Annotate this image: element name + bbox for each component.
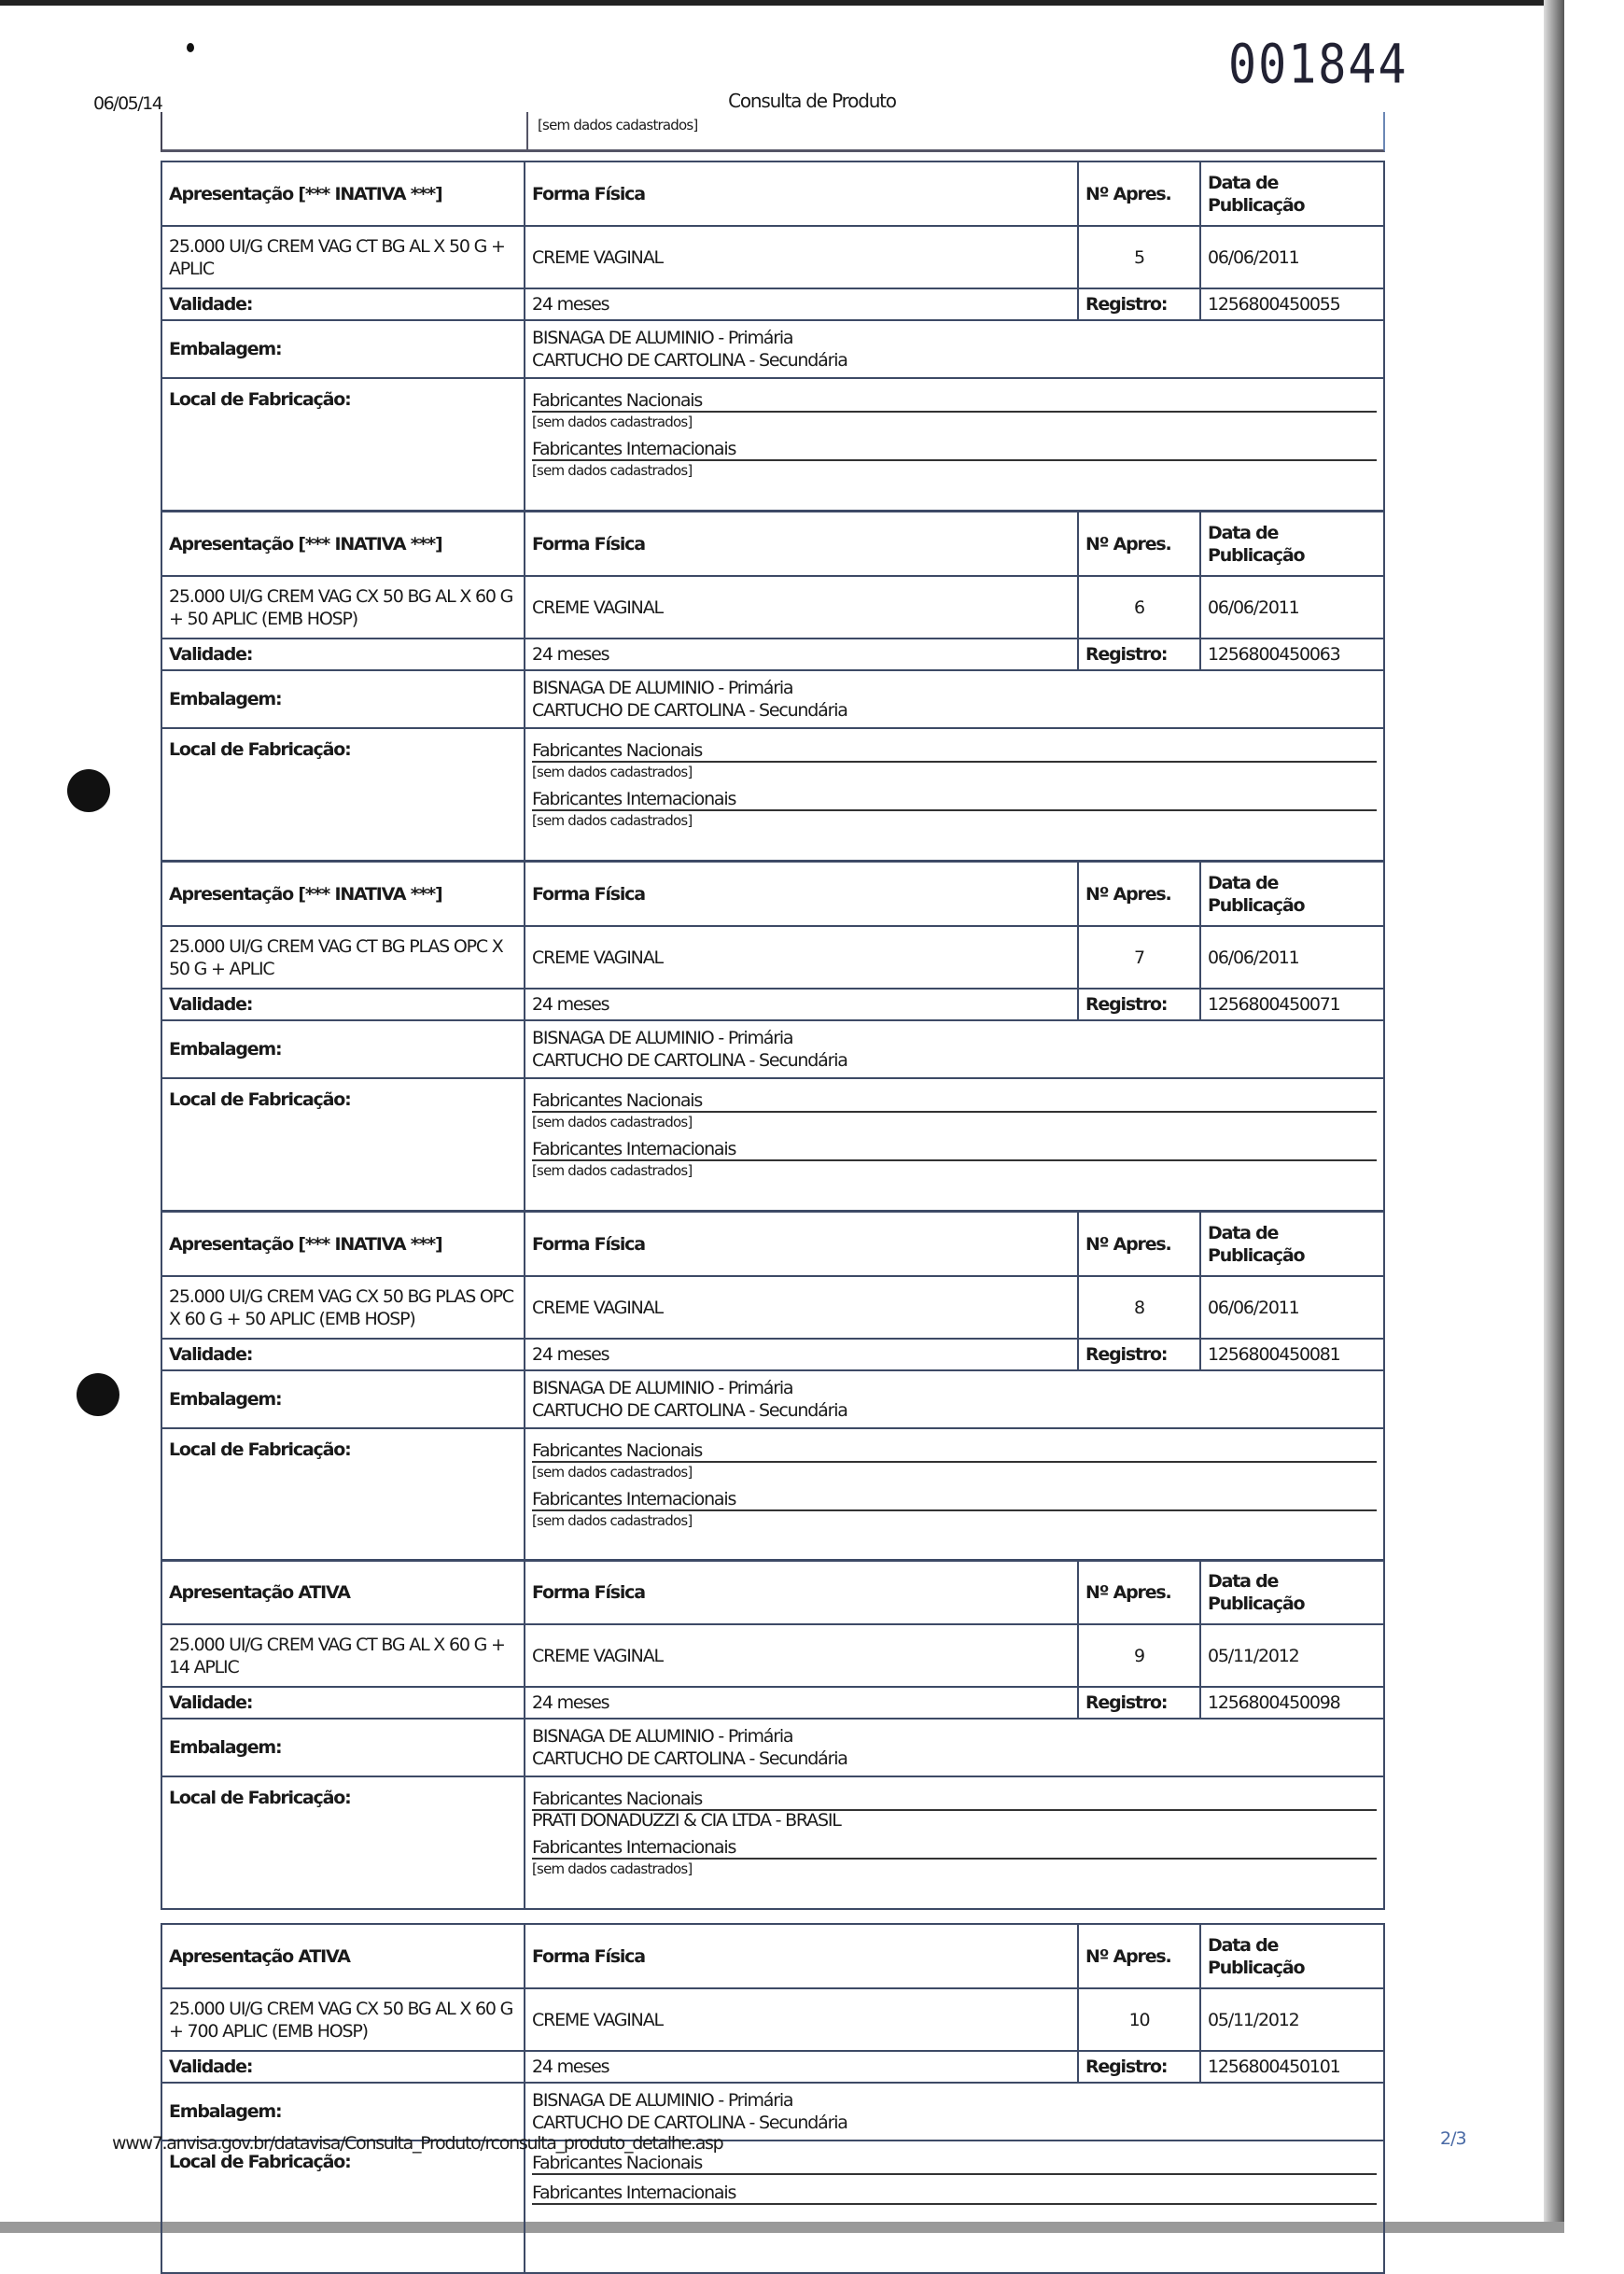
registro-value: 1256800450063 xyxy=(1200,639,1384,670)
local-fabricacao-label: Local de Fabricação: xyxy=(161,378,525,511)
n-apres-value: 9 xyxy=(1078,1624,1200,1687)
validade-label: Validade: xyxy=(161,2051,525,2083)
validade-value: 24 meses xyxy=(525,639,1078,670)
punch-hole-2 xyxy=(77,1373,119,1416)
forma-fisica-header: Forma Física xyxy=(525,1924,1078,1988)
local-fabricacao-value xyxy=(525,1776,1384,1909)
registro-label: Registro: xyxy=(1078,1687,1200,1719)
forma-fisica-header: Forma Física xyxy=(525,1560,1078,1624)
n-apres-value: 6 xyxy=(1078,576,1200,639)
embalagem-item: BISNAGA DE ALUMINIO - Primária xyxy=(532,1378,793,1398)
presentation-status-header: Apresentação [*** INATIVA ***] xyxy=(161,1212,525,1276)
validade-label: Validade: xyxy=(161,639,525,670)
registro-label: Registro: xyxy=(1078,989,1200,1020)
presentation-description: 25.000 UI/G CREM VAG CT BG AL X 60 G + 14 APLIC xyxy=(161,1624,525,1687)
presentation-status-header: Apresentação ATIVA xyxy=(161,1924,525,1988)
fabricantes-nacionais-value: [sem dados cadastrados] xyxy=(532,1464,693,1481)
n-apres-header: Nº Apres. xyxy=(1078,1212,1200,1276)
embalagem-item: CARTUCHO DE CARTOLINA - Secundária xyxy=(532,350,847,371)
forma-fisica-header: Forma Física xyxy=(525,512,1078,576)
forma-fisica-header: Forma Física xyxy=(525,161,1078,226)
presentation-status-header: Apresentação ATIVA xyxy=(161,1560,525,1624)
page-stamp-number: 001844 xyxy=(1228,33,1408,96)
presentation-description: 25.000 UI/G CREM VAG CT BG AL X 50 G + APLIC xyxy=(161,226,525,288)
data-publicacao-header: Data de Publicação xyxy=(1200,512,1384,576)
embalagem-label: Embalagem: xyxy=(161,670,525,728)
fabricantes-internacionais-value: [sem dados cadastrados] xyxy=(532,1162,693,1179)
data-publicacao-value: 06/06/2011 xyxy=(1200,926,1384,989)
n-apres-value: 8 xyxy=(1078,1276,1200,1339)
embalagem-item: CARTUCHO DE CARTOLINA - Secundária xyxy=(532,700,847,721)
data-publicacao-value: 06/06/2011 xyxy=(1200,576,1384,639)
data-publicacao-header: Data de Publicação xyxy=(1200,862,1384,926)
forma-fisica-value: CREME VAGINAL xyxy=(525,1276,1078,1339)
n-apres-header: Nº Apres. xyxy=(1078,1924,1200,1988)
registro-value: 1256800450055 xyxy=(1200,288,1384,320)
local-fabricacao-value xyxy=(525,378,1384,511)
validade-value: 24 meses xyxy=(525,288,1078,320)
fabricantes-nacionais-heading: Fabricantes Nacionais xyxy=(532,1789,1377,1811)
data-publicacao-header: Data de Publicação xyxy=(1200,161,1384,226)
presentation-description: 25.000 UI/G CREM VAG CT BG PLAS OPC X 50 G + APLIC xyxy=(161,926,525,989)
registro-label: Registro: xyxy=(1078,1339,1200,1370)
data-publicacao-value: 06/06/2011 xyxy=(1200,226,1384,288)
fabricantes-internacionais-value: [sem dados cadastrados] xyxy=(532,812,693,829)
fabricantes-nacionais-heading: Fabricantes Nacionais xyxy=(532,390,1377,413)
forma-fisica-value: CREME VAGINAL xyxy=(525,226,1078,288)
presentation-status-header: Apresentação [*** INATIVA ***] xyxy=(161,862,525,926)
data-publicacao-value: 06/06/2011 xyxy=(1200,1276,1384,1339)
fabricantes-internacionais-heading: Fabricantes Internacionais xyxy=(532,789,1377,811)
presentation-description: 25.000 UI/G CREM VAG CX 50 BG PLAS OPC X 60 G + 50 APLIC (EMB HOSP) xyxy=(161,1276,525,1339)
scan-edge-right xyxy=(1544,0,1564,2233)
page-title: Consulta de Produto xyxy=(728,90,896,112)
presentation-table xyxy=(161,1923,1385,2274)
validade-label: Validade: xyxy=(161,1687,525,1719)
fabricantes-nacionais-value: [sem dados cadastrados] xyxy=(532,414,693,430)
presentation-description: 25.000 UI/G CREM VAG CX 50 BG AL X 60 G + 700 APLIC (EMB HOSP) xyxy=(161,1988,525,2051)
data-publicacao-value: 05/11/2012 xyxy=(1200,1624,1384,1687)
registro-label: Registro: xyxy=(1078,288,1200,320)
local-fabricacao-value xyxy=(525,1078,1384,1211)
embalagem-label: Embalagem: xyxy=(161,320,525,378)
fabricantes-nacionais-value: PRATI DONADUZZI & CIA LTDA - BRASIL xyxy=(532,1810,841,1831)
embalagem-label: Embalagem: xyxy=(161,2083,525,2141)
embalagem-item: CARTUCHO DE CARTOLINA - Secundária xyxy=(532,1050,847,1071)
embalagem-label: Embalagem: xyxy=(161,1370,525,1428)
embalagem-value xyxy=(525,1370,1384,1428)
registro-value: 1256800450098 xyxy=(1200,1687,1384,1719)
presentation-table xyxy=(161,161,1385,512)
embalagem-item: BISNAGA DE ALUMINIO - Primária xyxy=(532,1726,793,1747)
n-apres-header: Nº Apres. xyxy=(1078,161,1200,226)
presentation-description: 25.000 UI/G CREM VAG CX 50 BG AL X 60 G + 50 APLIC (EMB HOSP) xyxy=(161,576,525,639)
registro-label: Registro: xyxy=(1078,2051,1200,2083)
page-number: 2/3 xyxy=(1440,2128,1466,2149)
embalagem-value xyxy=(525,320,1384,378)
local-fabricacao-value xyxy=(525,728,1384,861)
fabricantes-internacionais-value: [sem dados cadastrados] xyxy=(532,1860,693,1877)
local-fabricacao-value xyxy=(525,1428,1384,1561)
forma-fisica-header: Forma Física xyxy=(525,862,1078,926)
fabricantes-internacionais-heading: Fabricantes Internacionais xyxy=(532,1139,1377,1161)
embalagem-item: BISNAGA DE ALUMINIO - Primária xyxy=(532,678,793,698)
previous-row-value: [sem dados cadastrados] xyxy=(526,112,697,149)
local-fabricacao-value xyxy=(525,2141,1384,2273)
presentation-status-header: Apresentação [*** INATIVA ***] xyxy=(161,161,525,226)
n-apres-value: 10 xyxy=(1078,1988,1200,2051)
embalagem-item: BISNAGA DE ALUMINIO - Primária xyxy=(532,2090,793,2111)
fabricantes-nacionais-heading: Fabricantes Nacionais xyxy=(532,2153,1377,2175)
fabricantes-internacionais-heading: Fabricantes Internacionais xyxy=(532,2183,1377,2205)
n-apres-value: 7 xyxy=(1078,926,1200,989)
validade-label: Validade: xyxy=(161,288,525,320)
presentation-status-header: Apresentação [*** INATIVA ***] xyxy=(161,512,525,576)
fabricantes-internacionais-value: [sem dados cadastrados] xyxy=(532,462,693,479)
registro-label: Registro: xyxy=(1078,639,1200,670)
fabricantes-nacionais-heading: Fabricantes Nacionais xyxy=(532,740,1377,763)
footer-url: www7.anvisa.gov.br/datavisa/Consulta_Produto/rconsulta_produto_detalhe.asp xyxy=(112,2133,723,2154)
embalagem-label: Embalagem: xyxy=(161,1020,525,1078)
validade-value: 24 meses xyxy=(525,1339,1078,1370)
fabricantes-internacionais-heading: Fabricantes Internacionais xyxy=(532,439,1377,461)
local-fabricacao-label: Local de Fabricação: xyxy=(161,1776,525,1909)
forma-fisica-value: CREME VAGINAL xyxy=(525,1988,1078,2051)
validade-value: 24 meses xyxy=(525,1687,1078,1719)
embalagem-item: CARTUCHO DE CARTOLINA - Secundária xyxy=(532,2113,847,2133)
registro-value: 1256800450081 xyxy=(1200,1339,1384,1370)
embalagem-item: CARTUCHO DE CARTOLINA - Secundária xyxy=(532,1400,847,1421)
embalagem-item: BISNAGA DE ALUMINIO - Primária xyxy=(532,1028,793,1048)
embalagem-value xyxy=(525,670,1384,728)
presentation-table xyxy=(161,1559,1385,1910)
fabricantes-internacionais-heading: Fabricantes Internacionais xyxy=(532,1489,1377,1511)
punch-hole-1 xyxy=(67,769,110,812)
fabricantes-internacionais-value: [sem dados cadastrados] xyxy=(532,1512,693,1529)
local-fabricacao-label: Local de Fabricação: xyxy=(161,2141,525,2273)
validade-value: 24 meses xyxy=(525,2051,1078,2083)
presentation-table xyxy=(161,1211,1385,1562)
local-fabricacao-label: Local de Fabricação: xyxy=(161,728,525,861)
validade-label: Validade: xyxy=(161,1339,525,1370)
data-publicacao-value: 05/11/2012 xyxy=(1200,1988,1384,2051)
fabricantes-nacionais-value: [sem dados cadastrados] xyxy=(532,1114,693,1130)
registro-value: 1256800450071 xyxy=(1200,989,1384,1020)
embalagem-label: Embalagem: xyxy=(161,1719,525,1776)
presentation-table xyxy=(161,861,1385,1212)
forma-fisica-value: CREME VAGINAL xyxy=(525,1624,1078,1687)
validade-value: 24 meses xyxy=(525,989,1078,1020)
n-apres-value: 5 xyxy=(1078,226,1200,288)
fabricantes-internacionais-heading: Fabricantes Internacionais xyxy=(532,1837,1377,1860)
data-publicacao-header: Data de Publicação xyxy=(1200,1212,1384,1276)
embalagem-value xyxy=(525,1719,1384,1776)
embalagem-item: CARTUCHO DE CARTOLINA - Secundária xyxy=(532,1748,847,1769)
registro-value: 1256800450101 xyxy=(1200,2051,1384,2083)
presentation-table xyxy=(161,511,1385,862)
data-publicacao-header: Data de Publicação xyxy=(1200,1560,1384,1624)
forma-fisica-header: Forma Física xyxy=(525,1212,1078,1276)
previous-row-fragment xyxy=(161,112,1385,152)
fabricantes-nacionais-heading: Fabricantes Nacionais xyxy=(532,1090,1377,1113)
fabricantes-nacionais-value: [sem dados cadastrados] xyxy=(532,764,693,780)
n-apres-header: Nº Apres. xyxy=(1078,862,1200,926)
print-date: 06/05/14 xyxy=(93,93,162,114)
n-apres-header: Nº Apres. xyxy=(1078,1560,1200,1624)
fabricantes-nacionais-heading: Fabricantes Nacionais xyxy=(532,1440,1377,1463)
local-fabricacao-label: Local de Fabricação: xyxy=(161,1428,525,1561)
embalagem-value xyxy=(525,1020,1384,1078)
n-apres-header: Nº Apres. xyxy=(1078,512,1200,576)
embalagem-value xyxy=(525,2083,1384,2141)
forma-fisica-value: CREME VAGINAL xyxy=(525,926,1078,989)
forma-fisica-value: CREME VAGINAL xyxy=(525,576,1078,639)
data-publicacao-header: Data de Publicação xyxy=(1200,1924,1384,1988)
validade-label: Validade: xyxy=(161,989,525,1020)
local-fabricacao-label: Local de Fabricação: xyxy=(161,1078,525,1211)
embalagem-item: BISNAGA DE ALUMINIO - Primária xyxy=(532,328,793,348)
